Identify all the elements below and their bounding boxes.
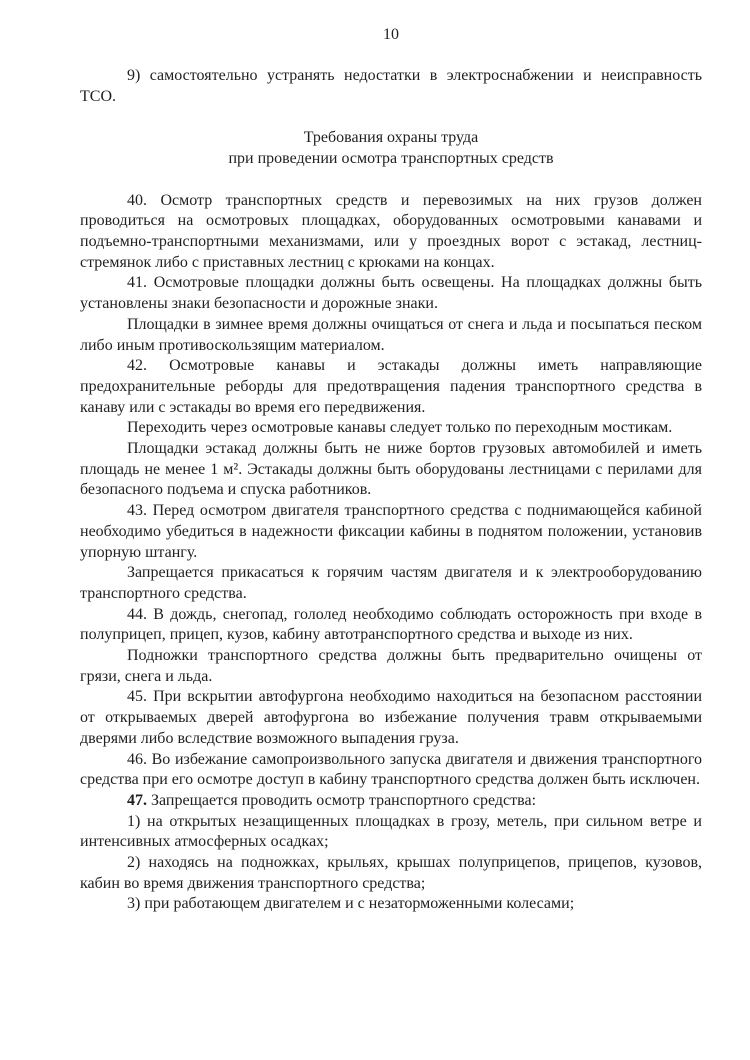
page-number: 10 <box>383 26 399 43</box>
paragraph-43-note-prohibition: Запрещается прикасаться к горячим частям двигателя и к электрооборудованию транспортного средства. <box>80 564 702 602</box>
paragraph-42: 42. Осмотровые канавы и эстакады должны иметь направляющие предохранительные реборды для предотвращения падения транспортного средства в канаву или с эстакады во время его передвижения. <box>80 357 702 416</box>
paragraph-46: 46. Во избежание самопроизвольного запуска двигателя и движения транспортного средства при его осмотре доступ в кабину транспортного средства должен быть исключен. <box>80 750 702 789</box>
paragraph-40: 40. Осмотр транспортных средств и перевозимых на них грузов должен проводиться на осмотровых площадках, оборудованных осмотровыми канавами и подъемно-транспортными механизмами, или у проездных ворот с эстакад, лестниц-стремянок либо с приставных лестниц с крюками на концах. <box>80 191 702 271</box>
paragraph-42-note-ramps: Площадки эстакад должны быть не ниже бортов грузовых автомобилей и иметь площадь не менее 1 м². Эстакады должны быть оборудованы лестницами с перилами для безопасного подъема и спуска работников. <box>80 440 702 499</box>
paragraph-44: 44. В дождь, снегопад, гололед необходимо соблюдать осторожность при входе в полуприцеп, прицеп, кузов, кабину автотранспортного средства и выходе из них. <box>80 605 702 644</box>
section-heading-line-2: при проведении осмотра транспортных средств <box>228 150 554 168</box>
paragraph-43: 43. Перед осмотром двигателя транспортного средства с поднимающейся кабиной необходимо убедиться в надежности фиксации кабины в поднятом положении, установив упорную штангу. <box>80 502 702 561</box>
paragraph-47-subitem-3: 3) при работающем двигателем и с незаторможенными колесами; <box>127 895 575 913</box>
paragraph-47-subitem-2: 2) находясь на подножках, крыльях, крышах полуприцепов, прицепов, кузовов, кабин во время движения транспортного средства; <box>80 854 702 892</box>
paragraph-item-9: 9) самостоятельно устранять недостатки в электроснабжении и неисправность ТСО. <box>80 67 702 106</box>
paragraph-41: 41. Осмотровые площадки должны быть освещены. На площадках должны быть установлены знаки безопасности и дорожные знаки. <box>80 274 702 313</box>
paragraph-47 <box>80 791 702 812</box>
paragraph-41-note: Площадки в зимнее время должны очищаться от снега и льда и посыпаться песком либо иным противоскользящим материалом. <box>80 315 702 354</box>
paragraph-45: 45. При вскрытии автофургона необходимо находиться на безопасном расстоянии от открываемых дверей автофургона во избежание получения травм открываемыми дверями либо вследствие возможного выпадения груза. <box>80 688 702 747</box>
paragraph-42-note-bridges: Переходить через осмотровые канавы следует только по переходным мостикам. <box>127 419 673 437</box>
section-heading-line-1: Требования охраны труда <box>303 129 479 147</box>
paragraph-44-note-footboards: Подножки транспортного средства должны быть предварительно очищены от грязи, снега и льда. <box>80 647 702 685</box>
paragraph-47-text: Запрещается проводить осмотр транспортного средства: <box>151 791 537 809</box>
paragraph-47-subitem-1: 1) на открытых незащищенных площадках в грозу, метель, при сильном ветре и интенсивных атмосферных осадках; <box>80 812 702 851</box>
paragraph-47-number: 47. <box>127 791 147 809</box>
section-heading <box>80 128 702 169</box>
